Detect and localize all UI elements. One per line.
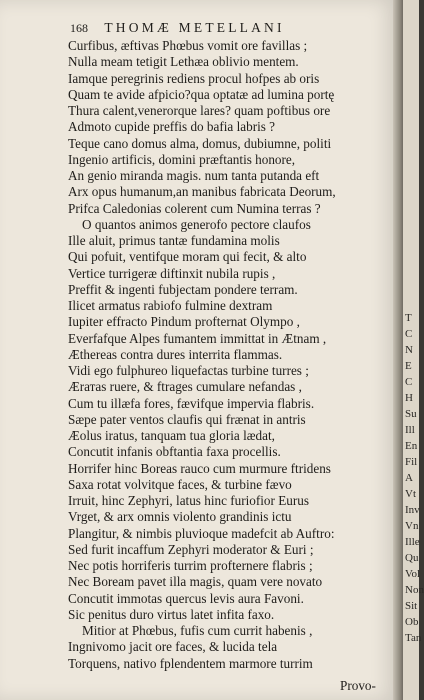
- text-line: Æolus iratus, tanquam tua gloria lædat,: [68, 428, 275, 443]
- text-line: Saxa rotat volvitque faces, & turbine fævo: [68, 476, 292, 492]
- text-line: Ilicet armatus rabiofo fulmine dextram: [68, 298, 273, 313]
- text-line: Sic penitus duro virtus latet infita faxo.: [68, 606, 275, 622]
- text-line: Prifca Caledonias colerent cum Numina terras ?: [68, 200, 321, 216]
- facing-page-fragment: Sit: [405, 600, 418, 612]
- text-line: Sed furit incaffum Zephyri moderator & Euri ;: [68, 541, 314, 557]
- text-line: Horrifer hinc Boreas rauco cum murmure ftridens: [68, 460, 331, 476]
- facing-page-fragment: Non: [405, 584, 424, 596]
- text-line: Cum tu illæfa fores, fævifque impervia flabris.: [68, 395, 315, 411]
- text-line: Teque cano domus alma, domus, dubiumne, politi: [68, 135, 332, 151]
- text-line: Plangitur, & nimbis pluvioque madefcit ab Auftro:: [68, 525, 335, 541]
- text-line: Vertice turrigeræ diftinxit nubila rupis ,: [68, 265, 276, 281]
- facing-page-fragment: Vn: [405, 520, 419, 532]
- running-header: [70, 20, 395, 38]
- text-line: Nulla meam tetigit Lethæa oblivio mentem.: [68, 54, 299, 70]
- catchword: Provo-: [340, 678, 376, 693]
- text-line: Vidi ego fulphureo liquefactas turbine turres ;: [68, 363, 309, 378]
- text-line: Concutit immotas quercus levis aura Favoni.: [68, 590, 304, 606]
- text-line: O quantos animos generofo pectore claufos: [82, 216, 311, 232]
- running-title: THOMÆ METELLANI: [104, 20, 285, 35]
- text-line: Arx opus humanum,an manibus fabricata Deorum,: [68, 184, 336, 200]
- facing-page-fragment: N: [405, 344, 413, 356]
- text-line: Concutit infanis obftantia faxa procellis.: [68, 444, 281, 460]
- facing-page-fragment: Tan: [405, 632, 422, 644]
- facing-page-fragment: Inv: [405, 504, 420, 516]
- facing-page-fragment: Su: [405, 408, 417, 420]
- text-line: Ingnivomo jacit ore faces, & lucida tela: [68, 639, 278, 655]
- facing-page-fragment: C: [405, 328, 413, 340]
- poem-text: [68, 38, 393, 672]
- text-line: Ærатas ruere, & ftrages cumulare nefandas ,: [68, 379, 302, 395]
- facing-page-fragment: Vol: [405, 568, 421, 580]
- text-line: Ille aluit, primus tantæ fundamina molis: [68, 233, 280, 248]
- text-line: Quam te avide afpicio?qua optatæ ad lumina portę: [68, 86, 335, 102]
- text-line: Nec potis horriferis turrim profternere flabris ;: [68, 558, 313, 573]
- text-line: Vrget, & arx omnis violento grandinis ictu: [68, 509, 292, 525]
- facing-page-fragment: Qu: [405, 552, 419, 564]
- facing-page-fragment: Fil: [405, 456, 418, 468]
- text-line: Preffit & ingenti fubjectam pondere terram.: [68, 281, 298, 297]
- text-line: Irruit, hinc Zephyri, latus hinc furiofior Eurus: [68, 493, 309, 508]
- text-line: Curfibus, æftivas Phœbus vomit ore favillas ;: [68, 38, 308, 53]
- text-line: Ingenio artificis, domini præftantis honore,: [68, 151, 296, 167]
- facing-page-fragment: Vt: [405, 488, 416, 500]
- facing-page-edge: [403, 0, 424, 700]
- facing-page-fragment: H: [405, 392, 413, 404]
- text-line: Sæpe pater ventos claufis qui frænat in antris: [68, 411, 306, 427]
- text-line: Iamque peregrinis rediens procul hofpes ab oris: [68, 70, 320, 86]
- text-line: Torquens, nativo fplendentem marmore turrim: [68, 655, 313, 671]
- facing-page-fragment: T: [405, 312, 412, 324]
- facing-page-fragment: C: [405, 376, 413, 388]
- page-number: 168: [70, 21, 88, 35]
- text-line: Mitior at Phœbus, fufis cum currit habenis ,: [82, 623, 313, 638]
- text-line: Iupiter effracto Pindum profternat Olympo ,: [68, 314, 300, 330]
- text-line: Admoto cupide preffis do bafia labris ?: [68, 119, 276, 135]
- facing-page-fragment: Ill: [405, 424, 415, 436]
- facing-page-fragment: Ille: [405, 536, 420, 548]
- facing-page-fragment: Ob: [405, 616, 419, 628]
- text-line: Thura calent,venerorque lares? quam poftibus ore: [68, 103, 331, 118]
- facing-page-fragment: E: [405, 360, 412, 372]
- facing-page-fragment: A: [405, 472, 413, 484]
- text-line: Æthereas contra dures interrita flammas.: [68, 346, 283, 362]
- text-line: Everfafque Alpes fumantem immittat in Ætnam ,: [68, 330, 327, 346]
- text-line: Nec Boream pavet illa magis, quam vere novato: [68, 574, 323, 590]
- facing-page-fragment: En: [405, 440, 418, 452]
- text-line: An genio miranda magis. num tanta putanda eft: [68, 168, 320, 183]
- text-line: Qui pofuit, ventifque moram qui fecit, & alto: [68, 249, 307, 265]
